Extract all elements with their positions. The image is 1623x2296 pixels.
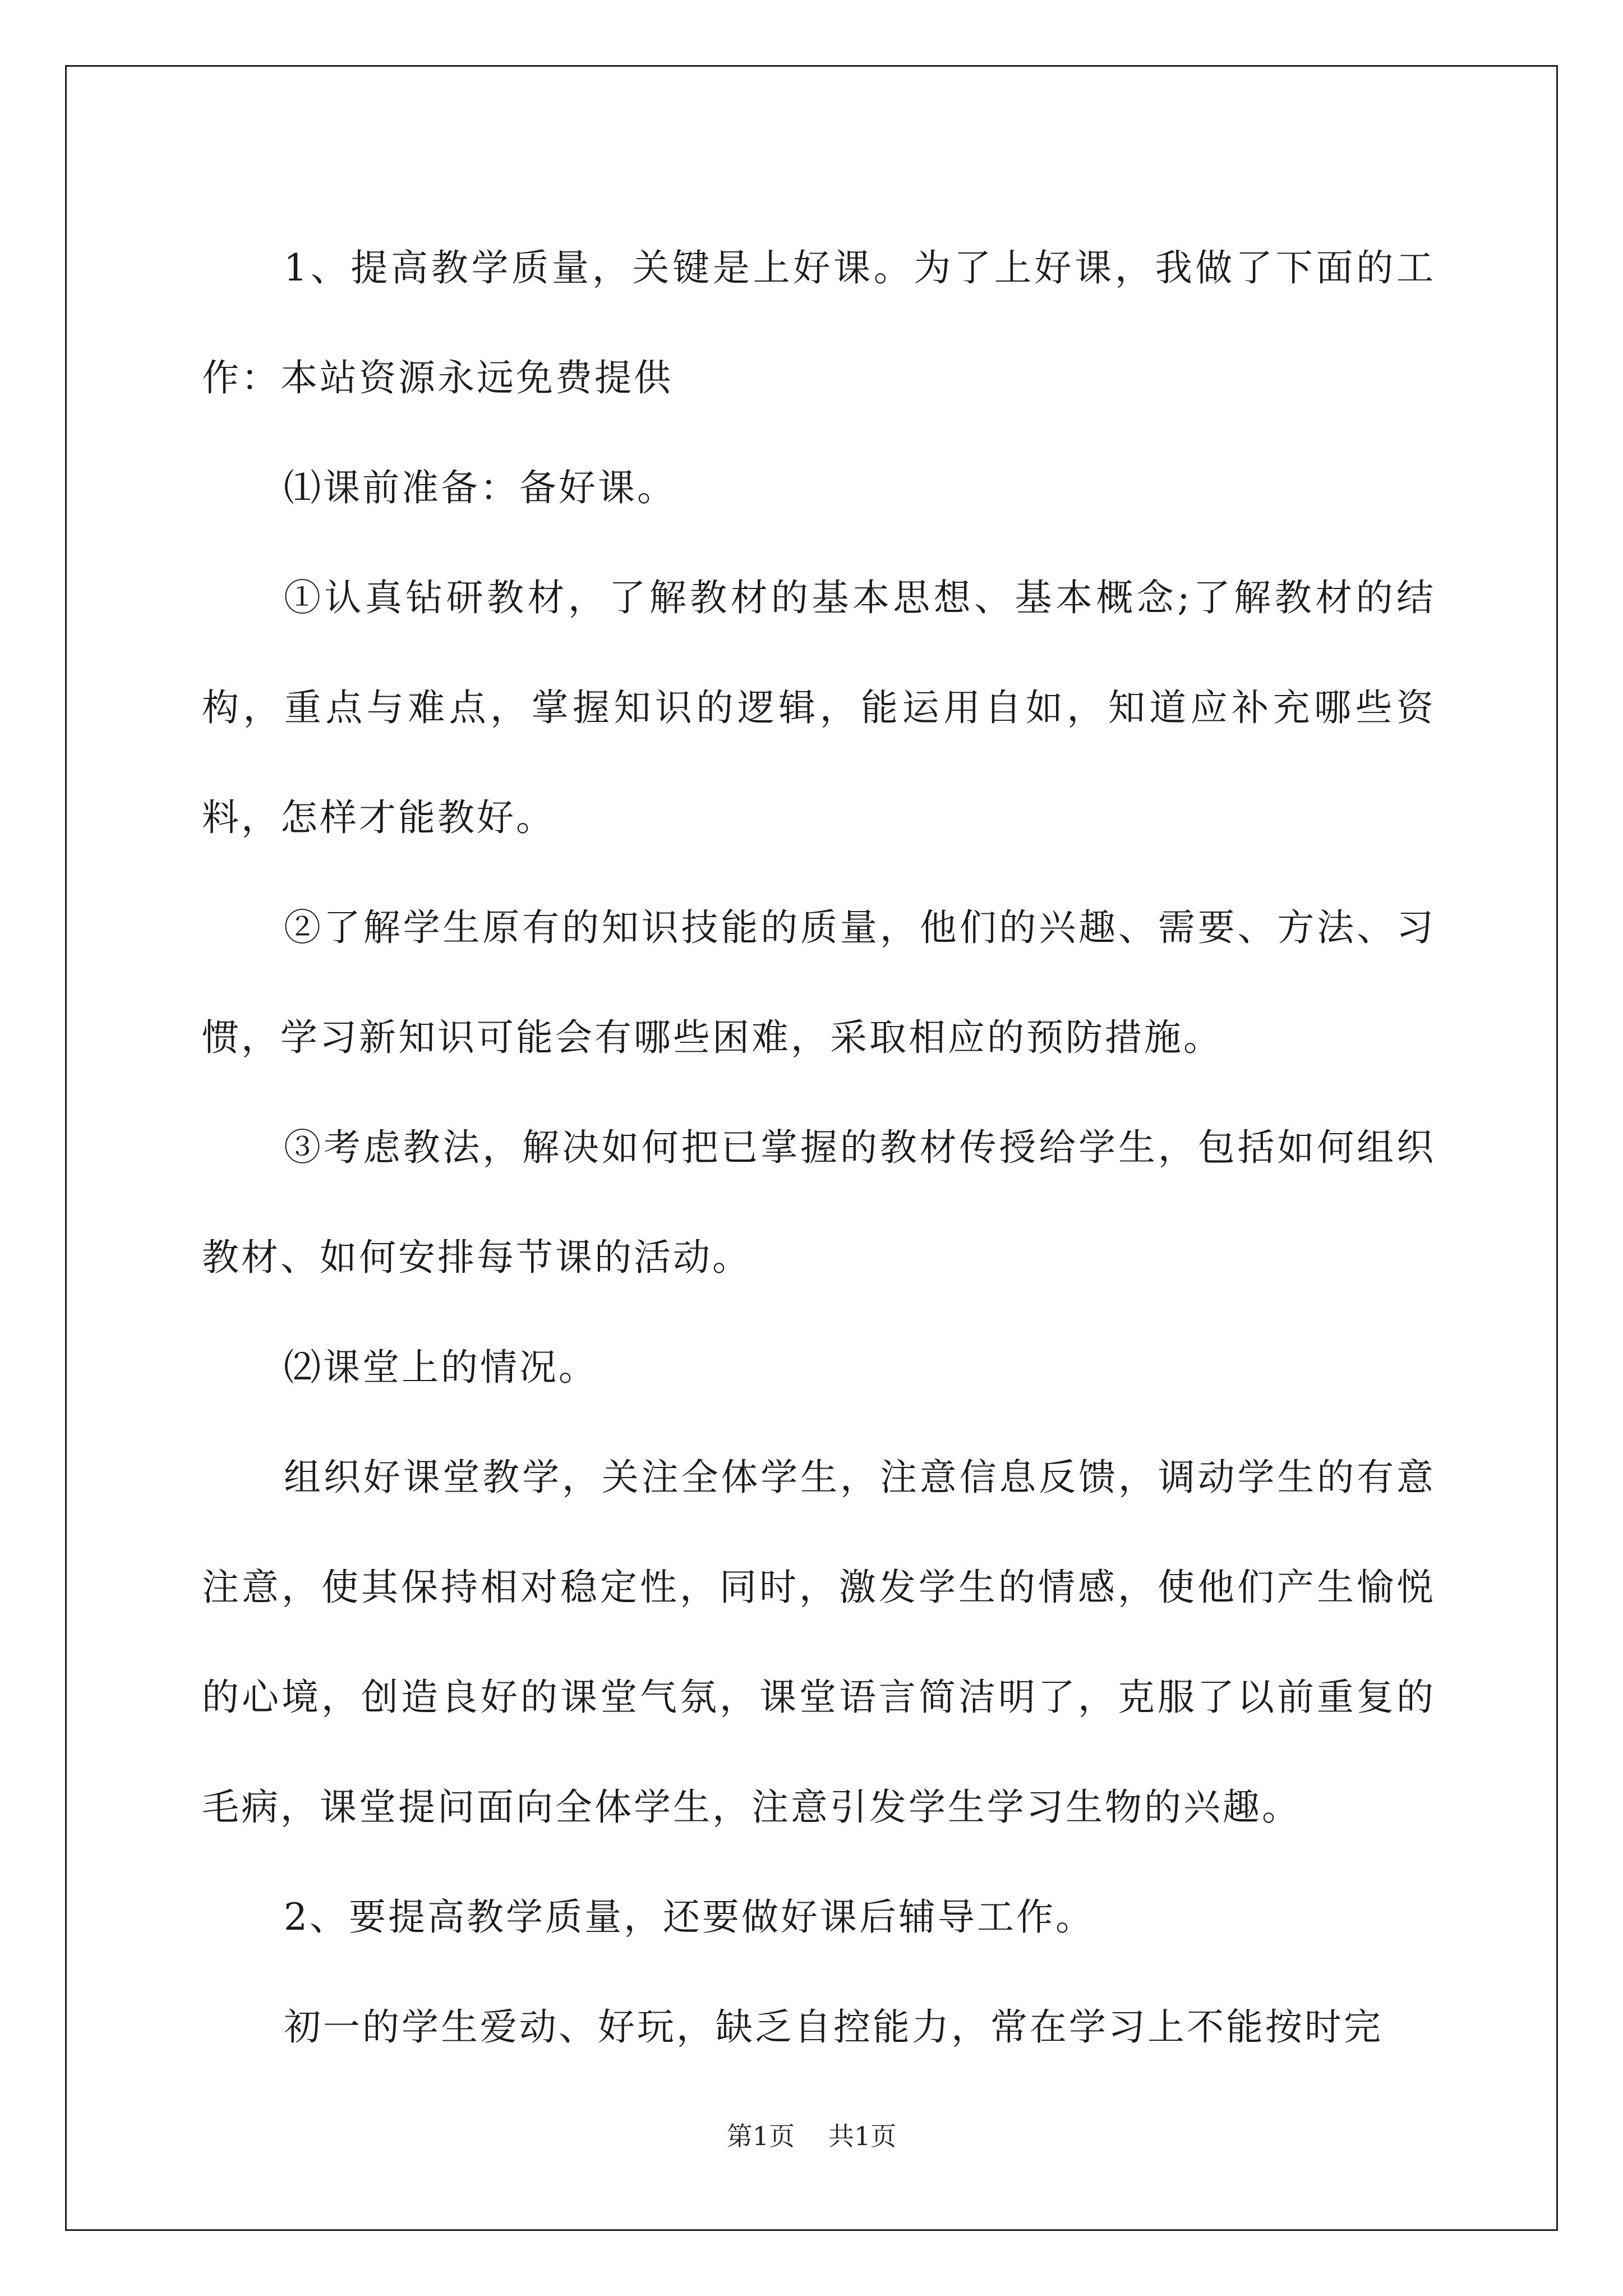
document-body	[202, 213, 1436, 2082]
paragraph: 2、要提高教学质量，还要做好课后辅导工作。	[284, 1895, 1095, 1939]
paragraph: 组织好课堂教学，关注全体学生，注意信息反馈，调动学生的有意注意，使其保持相对稳定性，同时，激发学生的情感，使他们产生愉悦的心境，创造良好的课堂气氛，课堂语言简洁明了，克服了以前重复的毛病，课堂提问面向全体学生，注意引发学生学习生物的兴趣。	[202, 1456, 1436, 1829]
paragraph: ⑴课前准备：备好课。	[284, 466, 676, 509]
paragraph: 初一的学生爱动、好玩，缺乏自控能力，常在学习上不能按时完	[284, 2005, 1383, 2049]
page-footer	[0, 2116, 1623, 2153]
paragraph: ⑵课堂上的情况。	[284, 1346, 598, 1389]
paragraph: ③考虑教法，解决如何把已掌握的教材传授给学生，包括如何组织教材、如何安排每节课的活动。	[202, 1126, 1436, 1279]
paragraph: ②了解学生原有的知识技能的质量，他们的兴趣、需要、方法、习惯，学习新知识可能会有哪些困难，采取相应的预防措施。	[202, 906, 1436, 1059]
page-total: 共1页	[828, 2121, 897, 2151]
page-number: 第1页	[726, 2121, 795, 2151]
paragraph: ①认真钻研教材，了解教材的基本思想、基本概念;了解教材的结构，重点与难点，掌握知识的逻辑，能运用自如，知道应补充哪些资料，怎样才能教好。	[202, 576, 1436, 839]
paragraph: 1、提高教学质量，关键是上好课。为了上好课，我做了下面的工作：本站资源永远免费提供	[202, 246, 1436, 399]
